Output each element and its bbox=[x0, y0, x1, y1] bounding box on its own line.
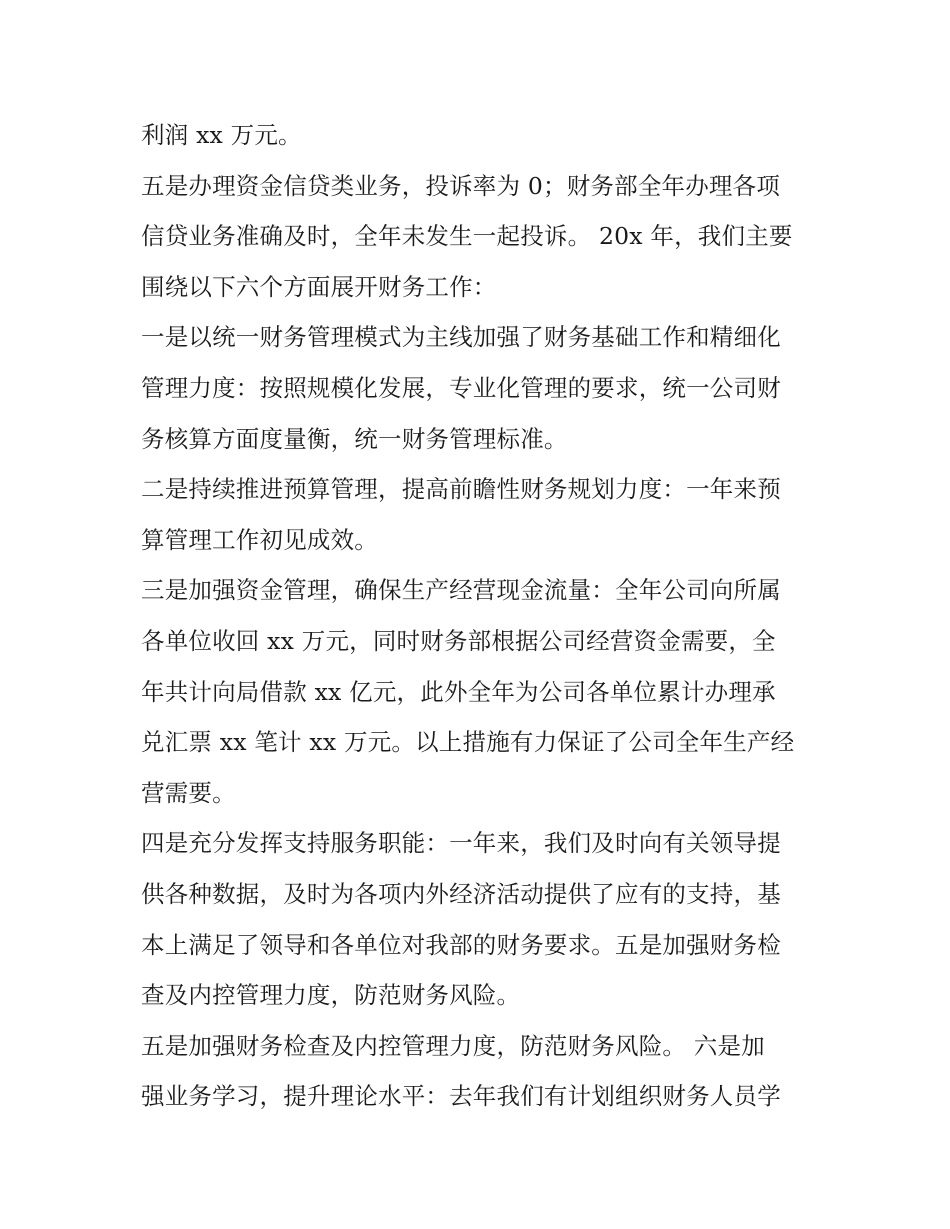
text-line: 管理力度：按照规模化发展，专业化管理的要求，统一公司财 bbox=[141, 373, 781, 402]
text-line: 供各种数据，及时为各项内外经济活动提供了应有的支持，基 bbox=[141, 879, 781, 908]
text-line: 各单位收回 xx 万元，同时财务部根据公司经营资金需要，全 bbox=[141, 626, 776, 655]
text-line: 五是办理资金信贷类业务，投诉率为 0；财务部全年办理各项 bbox=[141, 171, 781, 200]
text-line: 查及内控管理力度，防范财务风险。 bbox=[141, 981, 521, 1010]
text-line: 兑汇票 xx 笔计 xx 万元。以上措施有力保证了公司全年生产经 bbox=[141, 728, 795, 757]
text-line: 营需要。 bbox=[141, 778, 236, 807]
text-line: 三是加强资金管理，确保生产经营现金流量：全年公司向所属 bbox=[141, 576, 781, 605]
text-line: 利润 xx 万元。 bbox=[141, 121, 302, 149]
text-line: 本上满足了领导和各单位对我部的财务要求。五是加强财务检 bbox=[141, 930, 781, 959]
text-line: 年共计向局借款 xx 亿元，此外全年为公司各单位累计办理承 bbox=[141, 677, 776, 706]
text-line: 四是充分发挥支持服务职能：一年来，我们及时向有关领导提 bbox=[141, 829, 781, 858]
text-line: 务核算方面度量衡，统一财务管理标准。 bbox=[141, 424, 568, 453]
text-line: 强业务学习，提升理论水平：去年我们有计划组织财务人员学 bbox=[141, 1082, 781, 1111]
text-line: 二是持续推进预算管理，提高前瞻性财务规划力度：一年来预 bbox=[141, 475, 781, 504]
text-line: 算管理工作初见成效。 bbox=[141, 525, 378, 554]
text-line: 信贷业务准确及时，全年未发生一起投诉。 20x 年，我们主要 bbox=[141, 222, 793, 251]
document-body bbox=[141, 110, 821, 1122]
text-line: 五是加强财务检查及内控管理力度，防范财务风险。 六是加 bbox=[141, 1031, 765, 1060]
text-line: 一是以统一财务管理模式为主线加强了财务基础工作和精细化 bbox=[141, 323, 781, 352]
text-line: 围绕以下六个方面展开财务工作： bbox=[141, 272, 497, 301]
